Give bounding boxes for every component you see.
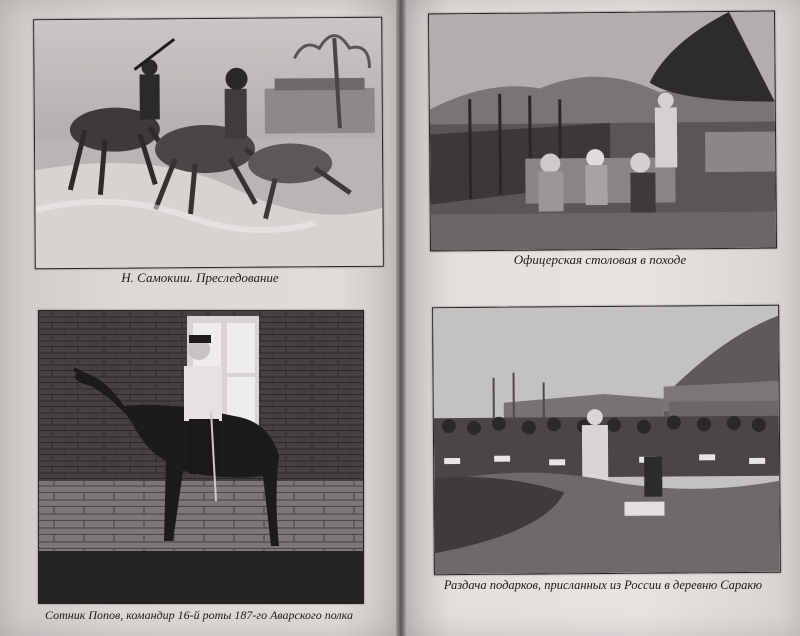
caption-pursuit: Н. Самокиш. Преследование [121, 270, 279, 285]
caption-officers-mess: Офицерская столовая в походе [513, 252, 687, 267]
photo-officers-mess [428, 10, 777, 251]
caption-sotnik-popov: Сотник Попов, командир 16-й роты 187-го Аварского полка [45, 608, 353, 622]
photo-gift-distribution [432, 305, 781, 575]
book-gutter [396, 0, 406, 636]
photo-sotnik-popov [38, 310, 364, 604]
painting-pursuit [33, 17, 384, 269]
caption-gift-distribution: Раздача подарков, присланных из России в деревню Саракю [443, 578, 763, 592]
